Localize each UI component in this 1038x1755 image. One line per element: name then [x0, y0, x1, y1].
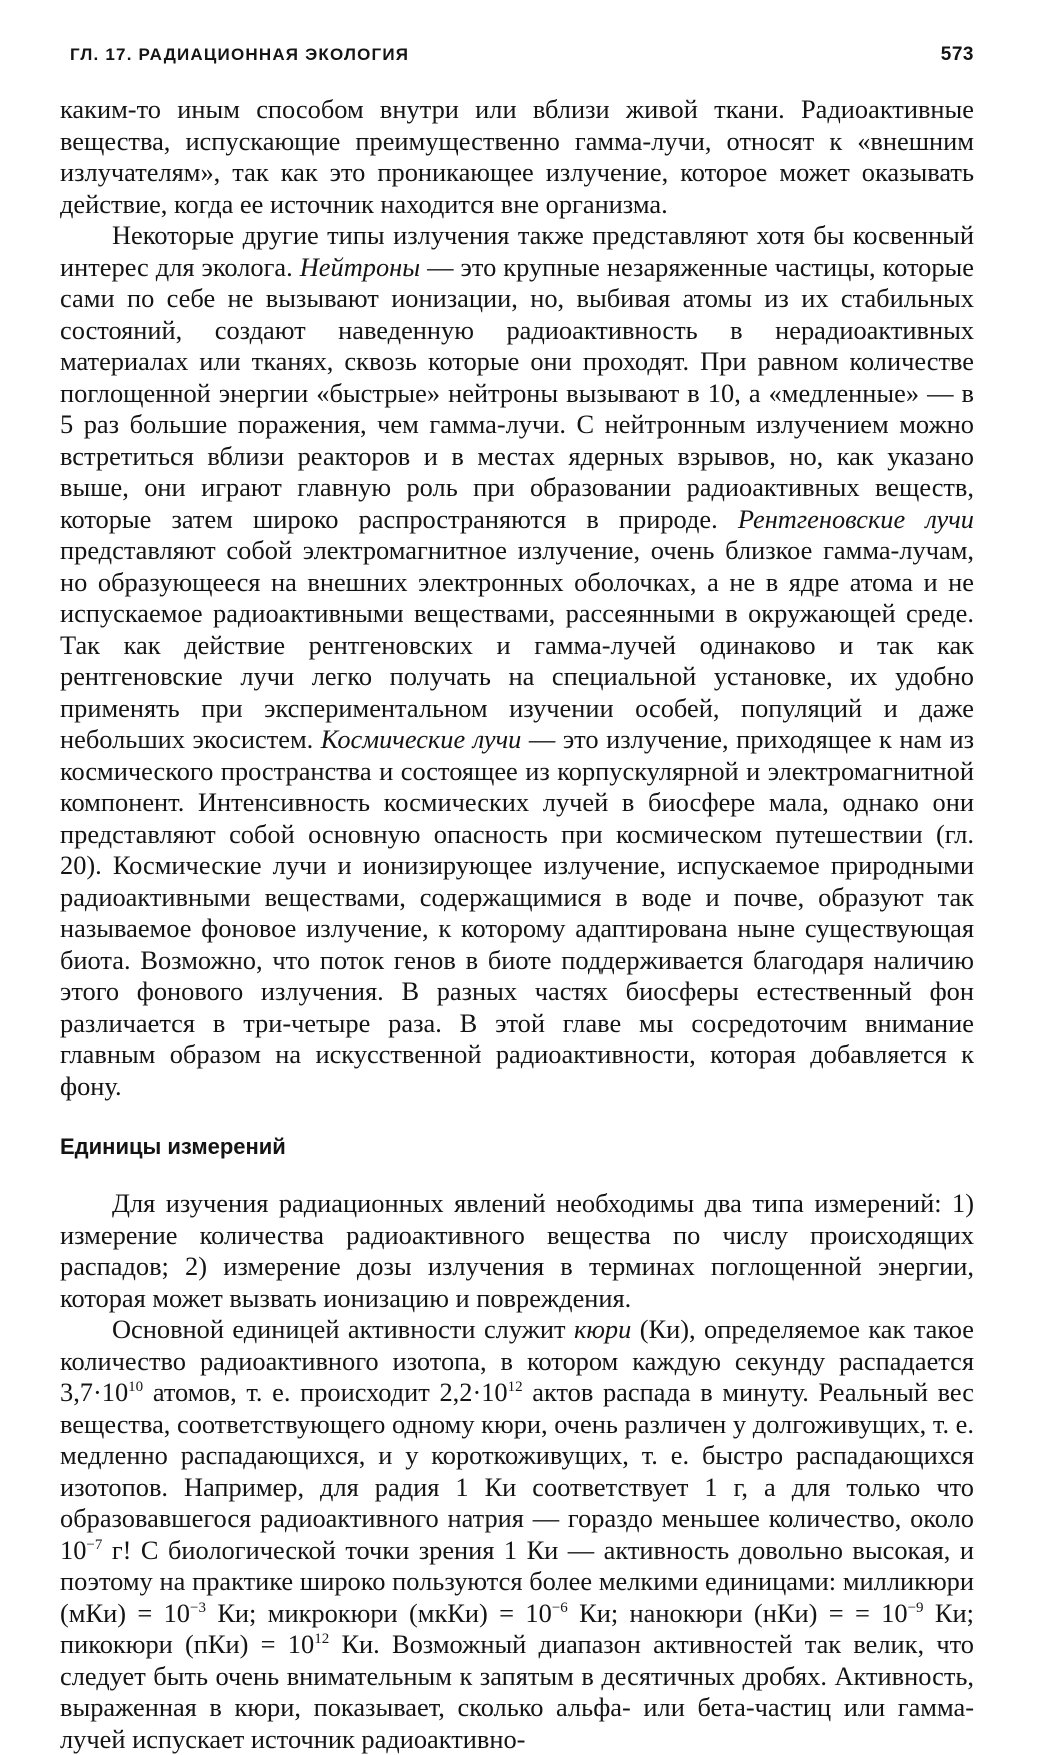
text-run: атомов, т. е. происходит 2,2·10: [143, 1377, 508, 1407]
term-cosmic-rays: Космические лучи: [320, 724, 522, 754]
exponent: 10: [128, 1379, 144, 1395]
exponent: −3: [190, 1599, 206, 1616]
term-xrays: Рентгеновские лучи: [737, 503, 974, 534]
exponent: 12: [314, 1631, 330, 1647]
exponent: −6: [551, 1599, 568, 1616]
paragraph-3: Для изучения радиационных явлений необходимы два типа измерений: 1) измерение количества радиоактивного вещества по числу происходящих распадов; 2) измерение дозы излучения в терминах поглощенной энергии, которая может вызвать ионизацию и повреждения.: [60, 1188, 974, 1313]
text-run: Ки; пикокюри (пКи) = 10: [60, 1597, 974, 1659]
text-run: Ки; нанокюри (нКи) = = 10: [567, 1597, 908, 1628]
paragraph-1: каким-то иным способом внутри или вблизи живой ткани. Радиоактивные вещества, испускающие преимущественно гамма-лучи, относят к «внешним излучателям», так как это проникающее излучение, которое может оказывать действие, когда ее источник находится вне организма.: [60, 94, 974, 219]
text-run: Ки. Возможный диапазон активностей так велик, что следует быть очень внимательным к запятым в десятичных дробях. Активность, выраженная в кюри, показывает, сколько альфа- или бета-частиц или гамма-лучей испускает источник радиоактивно-: [60, 1629, 974, 1754]
page-number: 573: [940, 44, 974, 65]
text-run: актов распада в минуту. Реальный вес вещества, соответствующего одному кюри, очень различен у долгоживущих, т. е. медленно распадающихся, и у короткоживущих, т. е. быстро распадающихся изотопов. Например, для радия 1 Ки соответствует 1 г, а для только что образовавшегося радиоактивного натрия — гораздо меньшее количество, около 10: [60, 1377, 974, 1565]
exponent: 12: [507, 1379, 523, 1395]
exponent: −7: [86, 1536, 103, 1553]
text-run: представляют собой электромагнитное излучение, очень близкое гамма-лучам, но образующееся на внешних электронных оболочках, а не в ядре атома и не испускаемое радиоактивными веществами, рассеянными в окружающей среде. Так как действие рентгеновских и гамма-лучей одинаково и так как рентгеновские лучи легко получать на специальной установке, их удобно применять при экспериментальном изучении особей, популяций и даже небольших экосистем.: [60, 535, 974, 754]
text-run: — это крупные незаряженные частицы, которые сами по себе не вызывают ионизации, но, выбивая атомы из их стабильных состояний, создают наведенную радиоактивность в нерадиоактивных материалах или тканях, сквозь которые они проходят. При равном количестве поглощенной энергии «быстрые» нейтроны вызывают в 10, а «медленные» — в 5 раз большие поражения, чем гамма-лучи. С нейтронным излучением можно встретиться вблизи реакторов и в местах ядерных взрывов, но, как указано выше, они играют главную роль при образовании радиоактивных веществ, которые затем широко распространяются в природе.: [60, 251, 974, 534]
term-neutrons: Нейтроны: [299, 251, 421, 282]
chapter-title: ГЛ. 17. РАДИАЦИОННАЯ ЭКОЛОГИЯ: [70, 45, 410, 64]
section-heading: Единицы измерений: [60, 1134, 286, 1159]
text-run: Основной единицей активности служит: [112, 1314, 574, 1344]
term-curie: кюри: [573, 1314, 632, 1344]
paragraph-4: [60, 1314, 974, 1755]
running-header: [60, 44, 974, 66]
text-run: Некоторые другие типы излучения также представляют хотя бы косвенный интерес для эколога.: [60, 220, 974, 282]
text-run: Ки; микрокюри (мкКи) = 10: [205, 1597, 552, 1628]
text-run: — это излучение, приходящее к нам из космического пространства и состоящее из корпускулярной и электромагнитной компонент. Интенсивность космических лучей в биосфере мала, однако они представляют собой основную опасность при космическом путешествии (гл. 20). Космические лучи и ионизирующее излучение, испускаемое природными радиоактивными веществами, содержащимися в воде и почве, образуют так называемое фоновое излучение, к которому адаптирована ныне существующая биота. Возможно, что поток генов в биоте поддерживается благодаря наличию этого фонового излучения. В разных частях биосферы естественный фон различается в три-четыре раза. В этой главе мы сосредоточим внимание главным образом на искусственной радиоактивности, которая добавляется к фону.: [60, 724, 974, 1101]
exponent: −9: [907, 1599, 924, 1616]
paragraph-2: [60, 220, 974, 1102]
text-run: (Ки), определяемое как такое количество радиоактивного изотопа, в котором каждую секунду распадается 3,7·10: [60, 1314, 974, 1407]
text-run: г! С биологической точки зрения 1 Ки — активность довольно высокая, и поэтому на практике широко пользуются более мелкими единицами: милликюри (мКи) = 10: [60, 1534, 974, 1628]
